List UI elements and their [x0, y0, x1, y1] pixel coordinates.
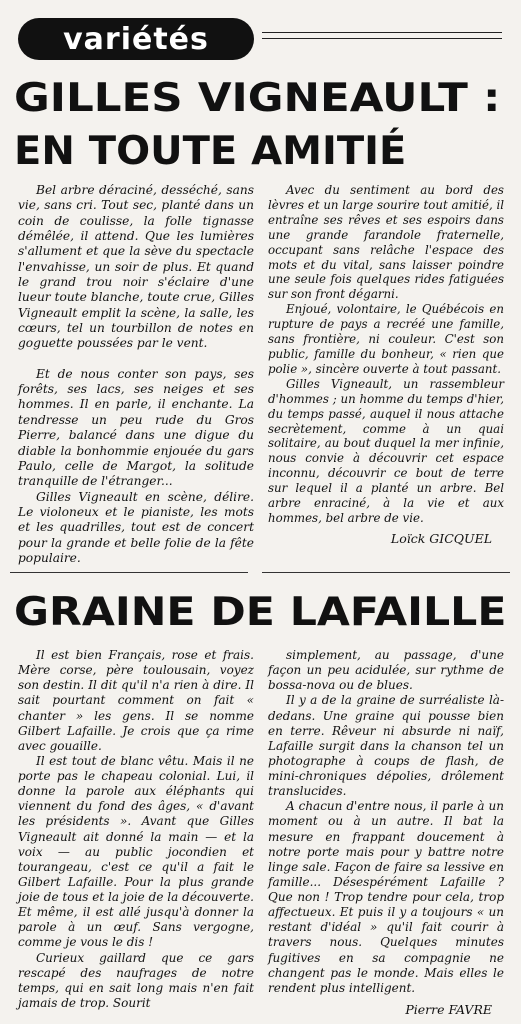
article2-paragraph: Il y a de la graine de surréaliste là-dedans. Une graine qui pousse bien en terre. Rêveur ni absurde ni naïf, Lafaille surgit dans la chanson tel un photographe à coups de flash, de mini-chroniques dépolies, drôlement translucides. — [268, 693, 504, 799]
header-rule — [262, 32, 502, 33]
article1-paragraph: Et de nous conter son pays, ses forêts, ses lacs, ses neiges et ses hommes. Il en parle, il enchante. La tendresse un peu rude du Gros Pierre, balancé dans une digue du diable la bonhommie enjouée du gars Paulo, celle de Margot, la solitude tranquille de l'étranger... — [18, 366, 254, 489]
article2-paragraph: simplement, au passage, d'une façon un peu acidulée, sur rythme de bossa-nova ou de blues. — [268, 648, 504, 693]
article2-paragraph: Il est tout de blanc vêtu. Mais il ne porte pas le chapeau colonial. Lui, il donne la parole aux éléphants qui viennent du fond des âges, « d'avant les présidents ». Avant que Gilles Vigneault ait donné la main — et la voix — au public jocondien et tourangeau, c'est ce qu'il a fait le Gilbert Lafaille. Pour la plus grande joie de tous et la joie de la découverte. Et même, il est allé jusqu'à donner la parole à un œuf. Sans vergogne, comme je vous le dis ! — [18, 753, 254, 950]
article-divider — [10, 572, 248, 573]
article1-column-left — [18, 183, 254, 566]
article1-title-line1: GILLES VIGNEAULT : — [14, 76, 501, 121]
article1-paragraph: Enjoué, volontaire, le Québécois en rupture de pays a recréé une famille, sans frontière, ni couleur. C'est son public, famille du bonheur, « rien que polie », sincère ouverte à tout passant. — [268, 302, 504, 376]
article1-paragraph: Bel arbre déraciné, desséché, sans vie, sans cri. Tout sec, planté dans un coin de coulisse, la folle tignasse démêlée, il attend. Que les lumières s'allument et que la sève du spectacle l'envahisse, un soir de plus. Et quand le grand trou noir s'éclaire d'une lueur toute blanche, toute crue, Gilles Vigneault emplit la scène, la salle, les cœurs, tel un tourbillon de notes en goguette poussées par le vent. — [18, 183, 254, 351]
article2-paragraph: Il est bien Français, rose et frais. Mère corse, père toulousain, voyez son destin. Il dit qu'il n'a rien à dire. Il sait pourtant comment on fait « chanter » les gens. Il se nomme Gilbert Lafaille. Je crois que ça rime avec gouaille. — [18, 648, 254, 753]
section-rubric: variétés — [18, 18, 254, 60]
article2-signature: Pierre FAVRE — [405, 1001, 492, 1017]
header-rule — [262, 38, 502, 39]
article2-title: GRAINE DE LAFAILLE — [14, 590, 507, 635]
article1-title-line2: EN TOUTE AMITIÉ — [14, 129, 407, 174]
article1-paragraph: Avec du sentiment au bord des lèvres et un large sourire tout amitié, il entraîne ses rêves et ses espoirs dans une grande farandole fraternelle, occupant sans relâche l'espace des mots et du vital, sans laisser poindre une seule fois quelques rides fatiguées sur son front dégarni. — [268, 183, 504, 302]
article1-paragraph: Gilles Vigneault, un rassembleur d'hommes ; un homme du temps d'hier, du temps passé, auquel il nous attache secrètement, comme à un quai solitaire, au bout duquel la mer infinie, nous convie à découvrir cet espace inconnu, découvrir ce bout de terre sur lequel il a planté un arbre. Bel arbre enraciné, à la vie et aux hommes, bel arbre de vie. — [268, 376, 504, 525]
article1-signature: Loïck GICQUEL — [390, 530, 492, 546]
article2-column-left — [18, 648, 254, 1011]
article1-column-right — [268, 183, 504, 547]
article-divider — [262, 572, 510, 573]
article2-paragraph: Curieux gaillard que ce gars rescapé des naufrages de notre temps, qui en sait long mais n'en fait jamais de trop. Sourit — [18, 950, 254, 1010]
article2-column-right — [268, 648, 504, 1017]
article1-paragraph: Gilles Vigneault en scène, délire. Le violoneux et le pianiste, les mots et les quadrilles, tout est de concert pour la grande et belle folie de la fête populaire. — [18, 489, 254, 565]
article2-paragraph: A chacun d'entre nous, il parle à un moment ou à un autre. Il bat la mesure en frappant doucement à notre porte mais pour y battre notre linge sale. Façon de faire sa lessive en famille... Désespérément Lafaille ? Que non ! Trop tendre pour cela, trop affectueux. Et puis il y a toujours « un restant d'idéal » qu'il fait courir à travers nous. Quelques minutes fugitives en sa compagnie ne changent pas le monde. Mais elles le rendent plus intelligent. — [268, 799, 504, 995]
